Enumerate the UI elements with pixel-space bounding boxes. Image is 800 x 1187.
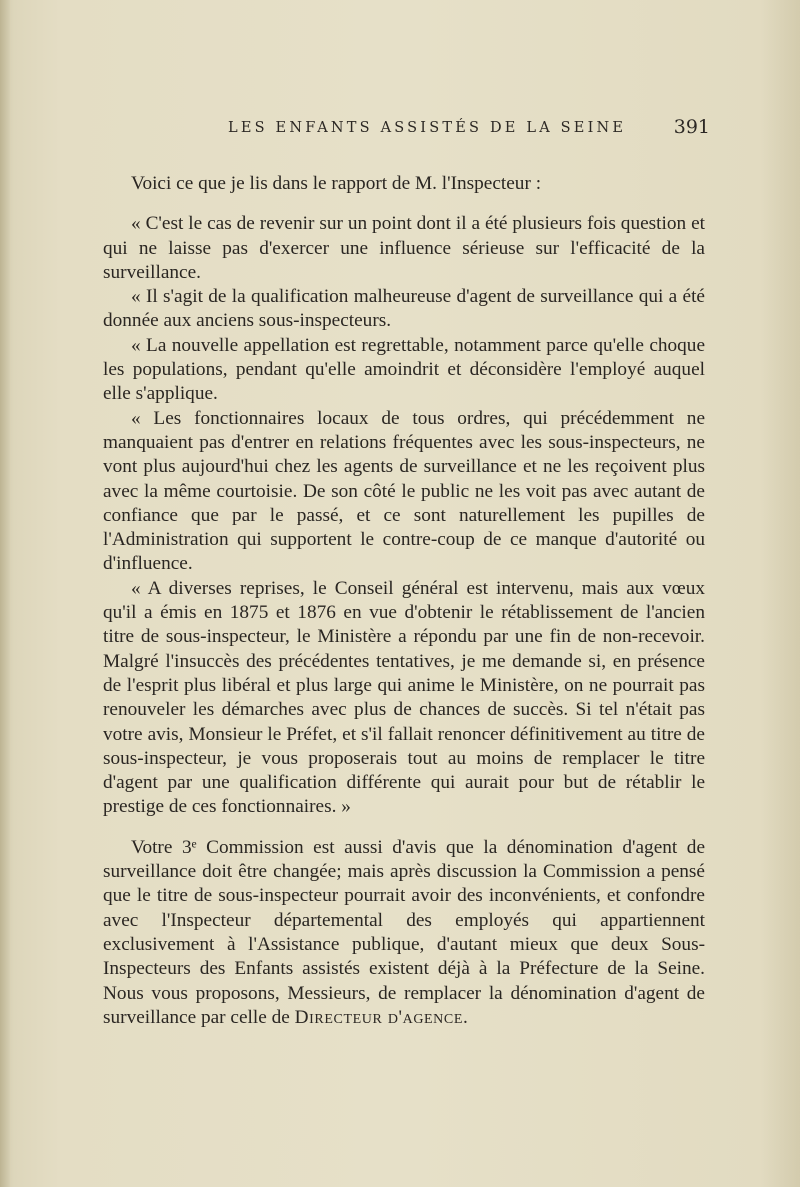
body-text: [103, 172, 705, 1030]
quote-paragraph-4: « Les fonctionnaires locaux de tous ordres, qui précédemment ne manquaient pas d'entrer en relations fréquentes avec les sous-inspecteurs, ne vont plus aujourd'hui chez les agents de surveillance et ne les reçoivent plus avec la même courtoisie. De son côté le public ne les voit pas avec autant de confiance que par le passé, et ce sont naturellement les pupilles de l'Administration qui supportent le contre-coup de ce manque d'autorité ou d'influence.: [103, 407, 705, 575]
intro-paragraph: Voici ce que je lis dans le rapport de M. l'Inspecteur :: [131, 173, 542, 194]
page-number: 391: [673, 116, 710, 138]
quote-paragraph-2: « Il s'agit de la qualification malheureuse d'agent de surveillance qui a été donnée aux anciens sous-inspecteurs.: [103, 286, 705, 332]
conclusion-paragraph: [103, 836, 705, 1030]
page-header: [200, 116, 712, 144]
conclusion-text: Votre 3ᵉ Commission est aussi d'avis que la dénomination d'agent de surveillance doit être changée; mais après discussion la Commission a pensé que le titre de sous-inspecteur pourrait avoir des inconvénients, et confondre avec l'Inspecteur départemental des employés qui appartiennent exclusivement à l'Assistance publique, d'autant mieux que deux Sous-Inspecteurs des Enfants assistés existent déjà à la Préfecture de la Seine. Nous vous proposons, Messieurs, de remplacer la dénomination d'agent de surveillance par celle de: [103, 836, 705, 1028]
page-binding-edge: [0, 0, 10, 1187]
agency-director-title: Directeur d'agence: [294, 1006, 463, 1028]
conclusion-end: .: [462, 1006, 468, 1028]
quote-paragraph-5: « A diverses reprises, le Conseil général est intervenu, mais aux vœux qu'il a émis en 1875 et 1876 en vue d'obtenir le rétablissement de l'ancien titre de sous-inspecteur, le Ministère a répondu par une fin de non-recevoir. Malgré l'insuccès des précédentes tentatives, je me demande si, en présence de l'esprit plus libéral et plus large qui anime le Ministère, on ne pourrait pas renouveler les démarches avec plus de chances de succès. Si tel n'était pas votre avis, Monsieur le Préfet, et s'il fallait renoncer définitivement au titre de sous-inspecteur, je vous proposerais tout au moins de remplacer le titre d'agent par une qualification différente qui aurait pour but de rétablir le prestige de ces fonctionnaires. »: [103, 577, 705, 818]
quote-paragraph-1: « C'est le cas de revenir sur un point dont il a été plusieurs fois question et qui ne laisse pas d'exercer une influence sérieuse sur l'efficacité de la surveillance.: [103, 213, 705, 283]
running-title: LES ENFANTS ASSISTÉS DE LA SEINE: [228, 120, 627, 136]
quote-paragraph-3: « La nouvelle appellation est regrettable, notamment parce qu'elle choque les populations, pendant qu'elle amoindrit et déconsidère l'employé auquel elle s'applique.: [103, 334, 705, 405]
